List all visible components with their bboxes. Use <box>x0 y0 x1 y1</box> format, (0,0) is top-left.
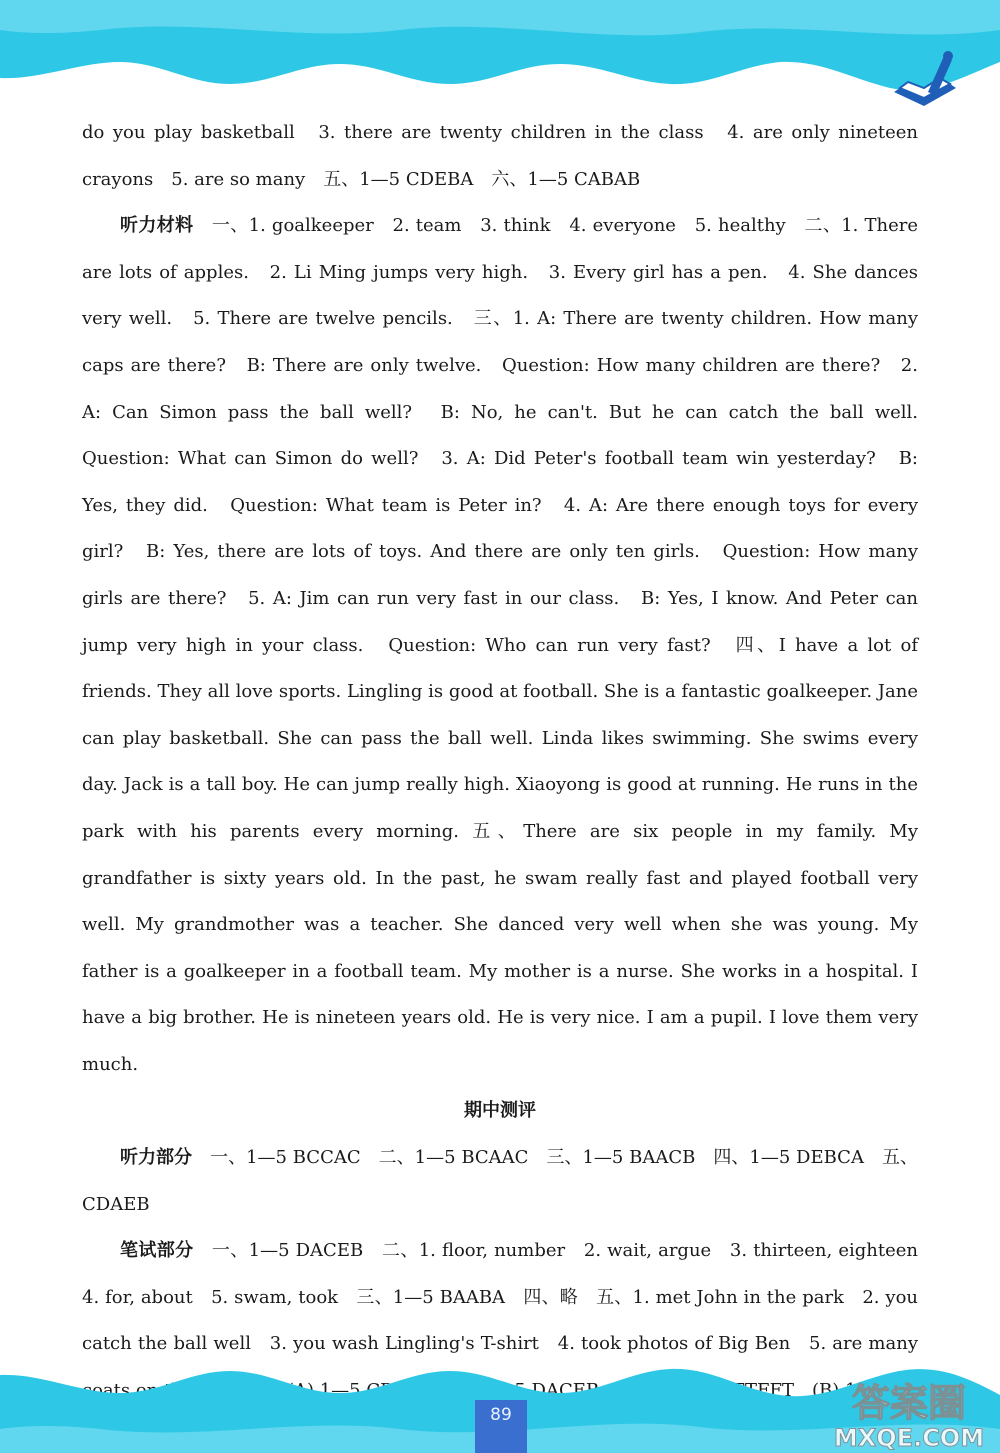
page-number <box>475 1400 527 1453</box>
text-listening-material: 一、1. goalkeeper 2. team 3. think 4. everyone 5. healthy 二、1. There are lots of apples. 2. Li Ming jumps very high. 3. Every girl has a pen. 4. She dances very well. 5. There are twelve pencils. 三、1. A: There are twenty children. How many caps are there? B: There are only twelve. Question: How many children are there? 2. A: Can Simon pass the ball well? B: No, he can't. But he can catch the ball well. Question: What can Simon do well? 3. A: Did Peter's football team win yesterday? B: Yes, they did. Question: What team is Peter in? 4. A: Are there enough toys for every girl? B: Yes, there are lots of toys. And there are only ten girls. Question: How many girls are there? 5. A: Jim can run very fast in our class. B: Yes, I know. And Peter can jump very high in your class. Question: Who can run very fast? 四、I have a lot of friends. They all love sports. Lingling is good at football. She is a fantastic goalkeeper. Jane can play basketball. She can pass the ball well. Linda likes swimming. She swims every day. Jack is a tall boy. He can jump really high. Xiaoyong is good at running. He runs in the park with his parents every morning. 五、There are six people in my family. My grandfather is sixty years old. In the past, he swam really fast and played football very well. My grandmother was a teacher. She danced very well when she was young. My father is a goalkeeper in a football team. My mother is a nurse. She works in a hospital. I have a big brother. He is nineteen years old. He is very nice. I am a pupil. I love them very much. <box>82 215 936 1075</box>
paragraph-answers-continued: do you play basketball 3. there are twenty children in the class 4. are only nineteen crayons 5. are so many 五、1—5 CDEBA 六、1—5 CABAB <box>82 122 918 190</box>
watermark-logo <box>820 1372 998 1452</box>
text-listening-part: 一、1—5 BCCAC 二、1—5 BCAAC 三、1—5 BAACB 四、1—5 DEBCA 五、CDAEB <box>82 1147 918 1215</box>
top-wave-band <box>0 0 1000 120</box>
book-pen-logo-icon <box>890 48 960 114</box>
label-listening-part: 听力部分 <box>120 1147 193 1169</box>
label-written-part: 笔试部分 <box>120 1240 194 1262</box>
label-listening-material: 听力材料 <box>120 215 194 237</box>
paragraph-listening-part <box>82 1135 918 1228</box>
section-title-midterm: 期中测评 <box>464 1100 536 1122</box>
paragraph-listening-material <box>82 203 936 1088</box>
text-written-part: 一、1—5 DACEB 二、1. floor, number 2. wait, argue 3. thirteen, eighteen 4. for, about 5. swam, took 三、1—5 BAABA 四、略 五、1. met John in the park 2. you catch the ball well 3. you wash Lingling's T-shirt 4. took photos of Big Ben 5. are many coats 1—5 DACEB FTFFT (B) <box>82 1240 918 1402</box>
watermark-line1: 答案圈 <box>851 1381 967 1425</box>
watermark-line2: MXQE.COM <box>833 1424 985 1452</box>
page-number-text: 89 <box>490 1405 512 1425</box>
